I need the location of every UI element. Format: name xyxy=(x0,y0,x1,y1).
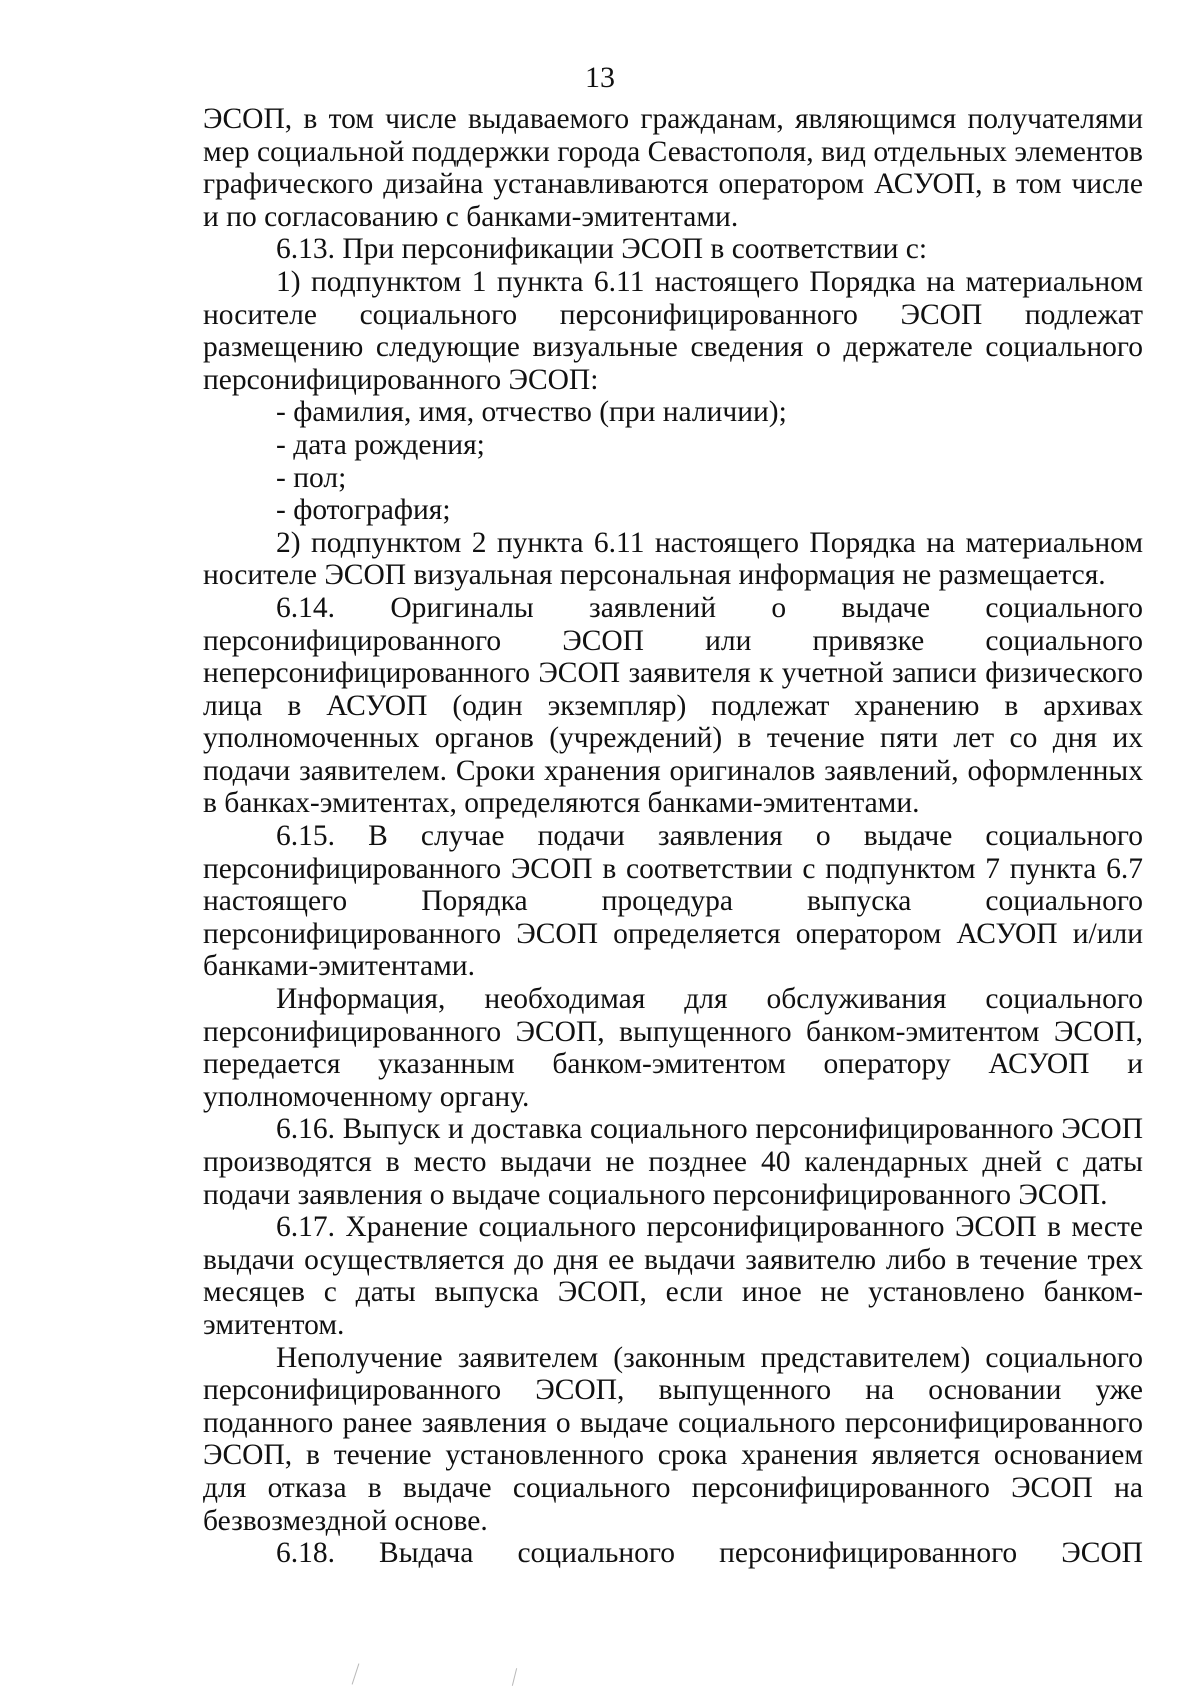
paragraph-6-13: 6.13. При персонификации ЭСОП в соответствии с: xyxy=(276,233,928,266)
paragraph-6-17: 6.17. Хранение социального персонифицированного ЭСОП в месте выдачи осуществляется до дня ее выдачи заявителю либо в течение трех месяцев с даты выпуска ЭСОП, если иное не установлено банком-эмитентом. xyxy=(203,1211,1143,1341)
paragraph-esop-design: ЭСОП, в том числе выдаваемого гражданам, являющимся получателями мер социальной поддержки города Севастополя, вид отдельных элементов графического дизайна устанавливаются оператором АСУОП, в том числе и по согласованию с банками-эмитентами. xyxy=(203,103,1143,233)
scan-artifact xyxy=(512,1668,517,1686)
list-item-gender: - пол; xyxy=(276,461,347,494)
paragraph-6-17-nonreceipt: Неполучение заявителем (законным представителем) социального персонифицированного ЭСОП, выпущенного на основании уже поданного ранее заявления о выдаче социального персонифицированного ЭСОП, в течение установленного срока хранения является основанием для отказа в выдаче социального персонифицированного ЭСОП на безвозмездной основе. xyxy=(203,1341,1143,1537)
page-number: 13 xyxy=(585,61,615,94)
list-item-photo: - фотография; xyxy=(276,494,451,527)
list-item-full-name: - фамилия, имя, отчество (при наличии); xyxy=(276,396,787,429)
paragraph-6-13-item-2: 2) подпунктом 2 пункта 6.11 настоящего Порядка на материальном носителе ЭСОП визуальная персональная информация не размещается. xyxy=(203,526,1143,592)
paragraph-6-18: 6.18. Выдача социального персонифицированного ЭСОП xyxy=(276,1537,1143,1570)
paragraph-6-15: 6.15. В случае подачи заявления о выдаче социального персонифицированного ЭСОП в соответствии с подпунктом 7 пункта 6.7 настоящего Порядка процедура выпуска социального персонифицированного ЭСОП определяется оператором АСУОП и/или банками-эмитентами. xyxy=(203,820,1143,983)
paragraph-6-16: 6.16. Выпуск и доставка социального персонифицированного ЭСОП производятся в место выдачи не позднее 40 календарных дней с даты подачи заявления о выдаче социального персонифицированного ЭСОП. xyxy=(203,1113,1143,1211)
paragraph-6-13-item-1: 1) подпунктом 1 пункта 6.11 настоящего Порядка на материальном носителе социального персонифицированного ЭСОП подлежат размещению следующие визуальные сведения о держателе социального персонифицированного ЭСОП: xyxy=(203,265,1143,396)
paragraph-6-14: 6.14. Оригиналы заявлений о выдаче социального персонифицированного ЭСОП или привязке социального неперсонифицированного ЭСОП заявителя к учетной записи физического лица в АСУОП (один экземпляр) подлежат хранению в архивах уполномоченных органов (учреждений) в течение пяти лет со дня их подачи заявителем. Сроки хранения оригиналов заявлений, оформленных в банках-эмитентах, определяются банками-эмитентами. xyxy=(203,591,1143,820)
document-body xyxy=(203,103,1143,1570)
scan-artifact xyxy=(352,1663,360,1684)
paragraph-6-15-info: Информация, необходимая для обслуживания социального персонифицированного ЭСОП, выпущенного банком-эмитентом ЭСОП, передается указанным банком-эмитентом оператору АСУОП и уполномоченному органу. xyxy=(203,983,1143,1113)
list-item-birth-date: - дата рождения; xyxy=(276,428,485,461)
